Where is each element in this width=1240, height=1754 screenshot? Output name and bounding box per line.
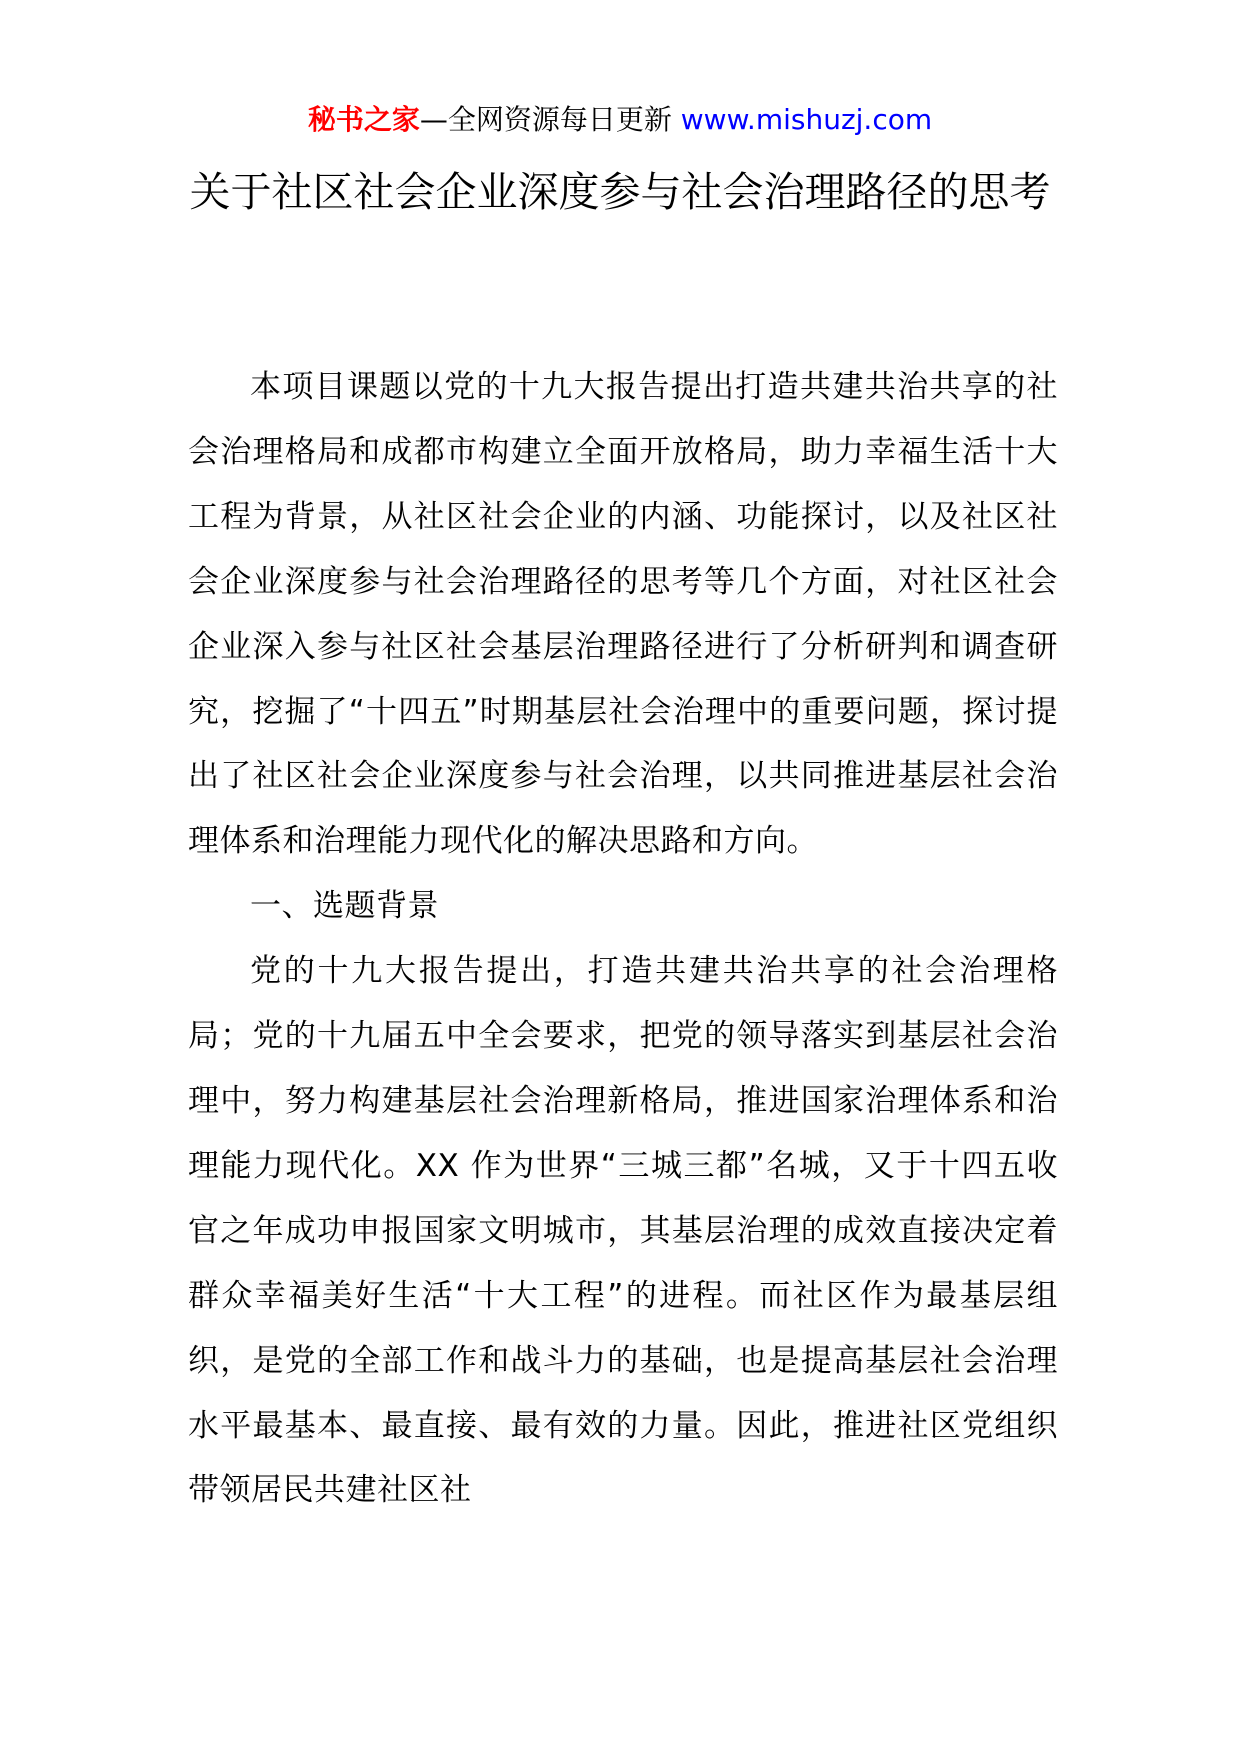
brand-name: 秘书之家 [307, 103, 420, 136]
header-banner [0, 100, 1240, 140]
header-tagline: —全网资源每日更新 [419, 103, 681, 136]
document-title: 关于社区社会企业深度参与社会治理路径的思考 [189, 168, 1051, 216]
site-url-link[interactable]: www.mishuzj.com [680, 103, 933, 136]
document-body [188, 355, 1058, 1523]
section-paragraph: 党的十九大报告提出，打造共建共治共享的社会治理格局；党的十九届五中全会要求，把党的领导落实到基层社会治理中，努力构建基层社会治理新格局，推进国家治理体系和治理能力现代化。XX 作为世界“三城三都”名城，又于十四五收官之年成功申报国家文明城市，其基层治理的成效直接决定着群众幸福美好生活“十大工程”的进程。而社区作为最基层组织，是党的全部工作和战斗力的基础，也是提高基层社会治理水平最基本、最直接、最有效的力量。因此，推进社区党组织带领居民共建社区社 [188, 953, 1058, 1509]
intro-paragraph: 本项目课题以党的十九大报告提出打造共建共治共享的社会治理格局和成都市构建立全面开放格局，助力幸福生活十大工程为背景，从社区社会企业的内涵、功能探讨，以及社区社会企业深度参与社会治理路径的思考等几个方面，对社区社会企业深入参与社区社会基层治理路径进行了分析研判和调查研究，挖掘了“十四五”时期基层社会治理中的重要问题，探讨提出了社区社会企业深度参与社会治理，以共同推进基层社会治理体系和治理能力现代化的解决思路和方向。 [188, 369, 1058, 860]
section-heading: 一、选题背景 [250, 888, 439, 925]
